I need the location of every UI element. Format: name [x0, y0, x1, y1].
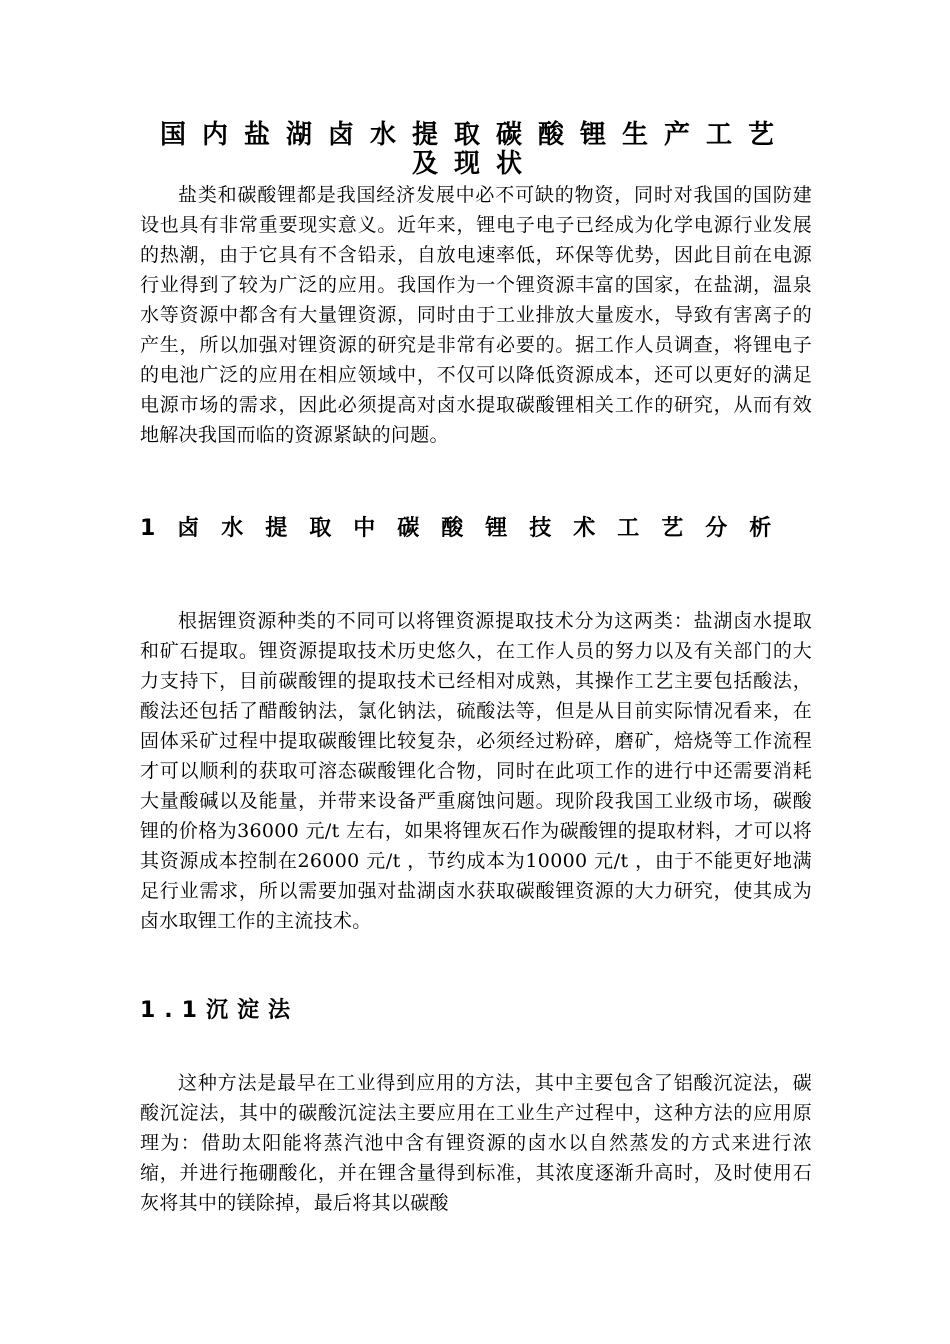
section-1-heading: 1卤水提取中碳酸锂技术工艺分析 — [140, 516, 794, 541]
section-1-paragraph: 根据锂资源种类的不同可以将锂资源提取技术分为这两类：盐湖卤水提取和矿石提取。锂资源提取技术历史悠久，在工作人员的努力以及有关部门的大力支持下，目前碳酸锂的提取技术已经相对成熟，其操作工艺主要包括酸法，酸法还包括了醋酸钠法，氯化钠法，硫酸法等，但是从目前实际情况看来，在固体采矿过程中提取碳酸锂比较复杂，必须经过粉碎，磨矿，焙烧等工作流程才可以顺利的获取可溶态碳酸锂化合物，同时在此项工作的进行中还需要消耗大量酸碱以及能量，并带来设备严重腐蚀问题。现阶段我国工业级市场，碳酸锂的价格为36000 元/t 左右，如果将锂灰石作为碳酸锂的提取材料，才可以将其资源成本控制在26000 元/t ，节约成本为10000 元/t ，由于不能更好地满足行业需求，所以需要加强对盐湖卤水获取碳酸锂资源的大力研究，使其成为卤水取锂工作的主流技术。 — [140, 610, 812, 932]
document-title-line-2: 及现状 — [411, 149, 538, 179]
intro-paragraph: 盐类和碳酸锂都是我国经济发展中必不可缺的物资，同时对我国的国防建设也具有非常重要现实意义。近年来，锂电子电子已经成为化学电源行业发展的热潮，由于它具有不含铅汞，自放电速率低，环保等优势，因此目前在电源行业得到了较为广泛的应用。我国作为一个锂资源丰富的国家，在盐湖，温泉水等资源中都含有大量锂资源，同时由于工业排放大量废水，导致有害离子的产生，所以加强对锂资源的研究是非常有必要的。据工作人员调查，将锂电子的电池广泛的应用在相应领域中，不仅可以降低资源成本，还可以更好的满足电源市场的需求，因此必须提高对卤水提取碳酸锂相关工作的研究，从而有效地解决我国而临的资源紧缺的问题。 — [140, 184, 812, 446]
document-title-line-1: 国内盐湖卤水提取碳酸锂生产工艺 — [159, 120, 790, 150]
section-1-1-paragraph: 这种方法是最早在工业得到应用的方法，其中主要包含了铝酸沉淀法，碳酸沉淀法，其中的碳酸沉淀法主要应用在工业生产过程中，这种方法的应用原理为：借助太阳能将蒸汽池中含有锂资源的卤水以自然蒸发的方式来进行浓缩，并进行拖硼酸化，并在锂含量得到标准，其浓度逐渐升高时，及时使用石灰将其中的镁除掉，最后将其以碳酸 — [140, 1072, 812, 1214]
section-1-1-heading: 1.1沉淀法 — [140, 998, 299, 1023]
